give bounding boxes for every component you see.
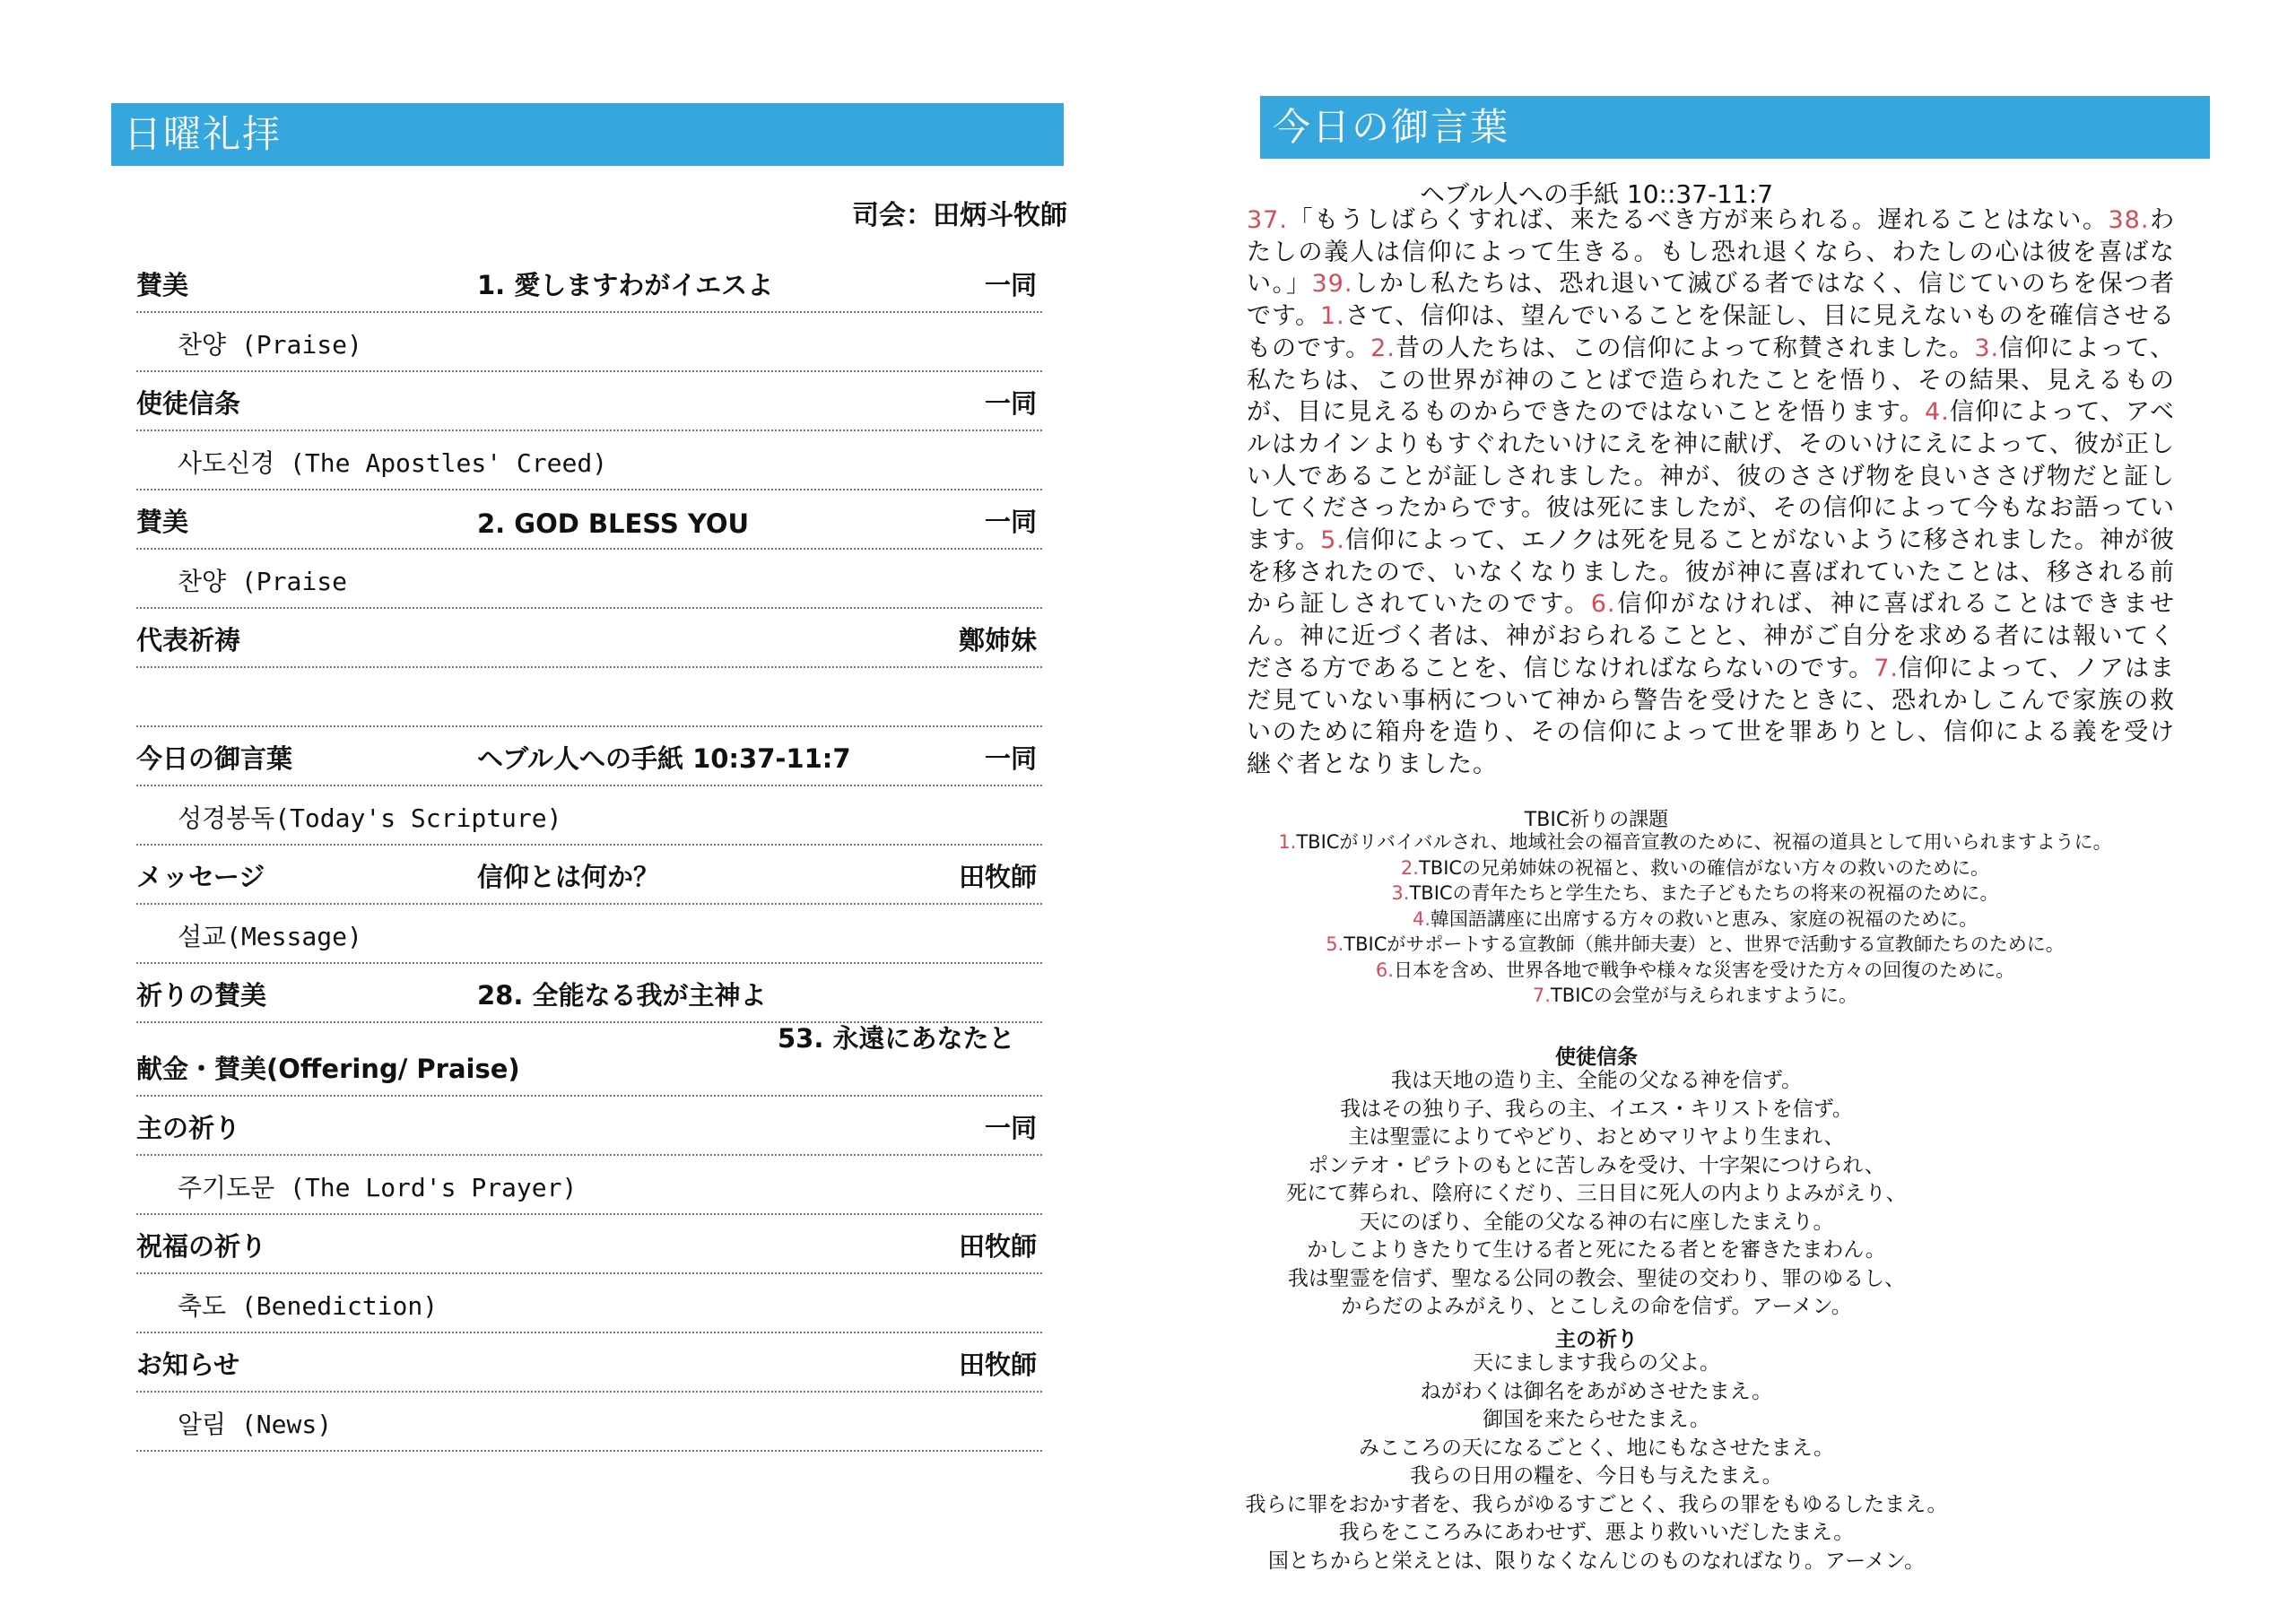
lords-prayer-line: 我らをこころみにあわせず、悪より救いいだしたまえ。 [1338, 1521, 1855, 1544]
prayer-text: TBICの兄弟姉妹の祝福と、救いの確信がない方々の救いのために。 [1418, 856, 1990, 879]
prayer-text: 韓国語講座に出席する方々の救いと恵み、家庭の祝福のために。 [1430, 907, 1979, 930]
order-item-leader: 一同 [984, 270, 1037, 300]
order-item-leader: 田牧師 [958, 862, 1037, 892]
prayer-number: 2. [1400, 856, 1419, 879]
lords-prayer-line: 御国を来たらせたまえ。 [1483, 1408, 1710, 1431]
order-row [136, 964, 1042, 1023]
lords-prayer-line: 我らに罪をおかす者を、我らがゆるすごとく、我らの罪をもゆるしたまえ。 [1245, 1492, 1948, 1516]
order-row [136, 1023, 1042, 1097]
prayer-number: 6. [1375, 959, 1394, 981]
order-item-title: 信仰とは何か？ [477, 862, 660, 892]
order-item-leader: 一同 [984, 1113, 1037, 1143]
prayer-topic [1238, 907, 2152, 933]
prayer-number: 3. [1391, 882, 1410, 904]
lords-prayer-text [1148, 1350, 2045, 1575]
order-item-label: 代表祈祷 [136, 625, 241, 655]
order-row [136, 550, 1042, 609]
prayer-text: TBICがサポートする宣教師（熊井師夫妻）と、世界で活動する宣教師たちのために。 [1344, 933, 2065, 955]
order-item-title: ヘブル人への手紙 10:37-11:7 [477, 743, 851, 774]
verse-text: しかし私たちは、恐れ退いて滅びる者ではなく、信じていのちを保つ者です。 [1247, 270, 2175, 331]
prayer-number: 4. [1412, 907, 1431, 930]
order-item-label: 賛美 [136, 270, 189, 300]
creed-line: 死にて葬られ、陰府にくだり、三日目に死人の内よりよみがえり、 [1286, 1182, 1907, 1205]
order-item-leader: 一同 [984, 388, 1037, 419]
order-row [136, 905, 1042, 964]
order-item-korean: 알림 (News) [178, 1410, 333, 1439]
verse-text: 信仰によって、アベルはカインよりもすぐれたいけにえを神に献げ、そのいけにえによって、彼が正しい人であることが証しされました。神が、彼のささげ物を良いささげ物だと証ししてくださったからです。彼は死にましたが、その信仰によって今もなお語っています。 [1247, 398, 2175, 555]
order-item-korean: 찬양 (Praise) [178, 330, 362, 360]
order-item-label: 賛美 [136, 507, 189, 537]
lords-prayer-line: ねがわくは御名をあがめさせたまえ。 [1420, 1379, 1773, 1403]
apostles-creed-text [1148, 1067, 2045, 1322]
prayer-topic [1238, 855, 2152, 881]
host-label: 司会：田炳斗牧師 [852, 200, 1067, 231]
order-item-label: 祈りの賛美 [136, 980, 267, 1011]
scripture-reference: ヘブル人への手紙 10::37-11:7 [1419, 179, 1774, 209]
order-item-hymn: 53. 永遠にあなたと [778, 1023, 1015, 1054]
order-item-korean: 찬양 (Praise [178, 567, 347, 596]
verse-text: さて、信仰は、望んでいることを保証し、目に見えないものを確信させるものです。 [1247, 302, 2175, 362]
order-row [136, 431, 1042, 490]
creed-line: 我は聖霊を信ず、聖なる公同の教会、聖徒の交わり、罪のゆるし、 [1287, 1266, 1906, 1290]
order-row [136, 1333, 1042, 1393]
verse-number: 1. [1320, 302, 1345, 331]
verse-text: 昔の人たちは、この信仰によって称賛されました。 [1395, 334, 1975, 362]
order-item-label: 献金・賛美(Offering/ Praise) [136, 1054, 520, 1084]
lords-prayer-line: 国とちからと栄えとは、限りなくなんじのものなればなり。アーメン。 [1267, 1549, 1926, 1573]
prayer-topic [1238, 958, 2152, 984]
lords-prayer-line: みこころの天になるごとく、地にもなさせたまえ。 [1359, 1436, 1834, 1460]
verse-text: 「もうしばらくすれば、来たるべき方が来られる。遅れることはない。 [1287, 206, 2109, 234]
prayer-text: TBICがリバイバルされ、地域社会の福音宣教のために、祝福の道具として用いられますように。 [1296, 831, 2112, 853]
order-row [136, 609, 1042, 668]
order-item-leader: 一同 [984, 507, 1037, 537]
order-row [136, 668, 1042, 727]
order-item-label: 主の祈り [136, 1113, 241, 1143]
order-item-leader: 鄭姉妹 [958, 625, 1037, 655]
order-item-label: 使徒信条 [136, 388, 241, 419]
verse-number: 5. [1320, 526, 1345, 555]
creed-line: かしこよりきたりて生ける者と死にたる者とを審きたまわん。 [1307, 1238, 1886, 1262]
prayer-text: TBICの青年たちと学生たち、また子どもたちの将来の祝福のために。 [1409, 882, 1999, 904]
scripture-page [1148, 0, 2296, 1623]
order-item-title: 1. 愛しますわがイエスよ [477, 270, 774, 300]
order-row [136, 1274, 1042, 1333]
verse-text: 信仰によって、ノアはまだ見ていない事柄について神から警告を受けたときに、恐れかしこんで家族の救いのために箱舟を造り、その信仰によって世を罪ありとし、信仰による義を受け継ぐ者となりました。 [1247, 654, 2176, 778]
sunday-worship-banner: 日曜礼拝 [111, 103, 1064, 166]
order-item-korean: 사도신경 (The Apostles' Creed) [178, 448, 608, 478]
apostles-creed-title: 使徒信条 [1555, 1046, 1638, 1069]
order-row [136, 1097, 1042, 1156]
creed-line: 我は天地の造り主、全能の父なる神を信ず。 [1390, 1069, 1803, 1092]
order-item-label: 今日の御言葉 [136, 743, 293, 774]
prayer-topic [1238, 932, 2152, 958]
verse-number: 39. [1311, 270, 1353, 299]
verse-number: 38. [2108, 206, 2150, 234]
order-row [136, 372, 1042, 431]
prayer-topic [1238, 881, 2152, 907]
prayer-topic [1238, 829, 2152, 855]
order-item-label: メッセージ [136, 862, 265, 892]
scripture-text [1247, 204, 2175, 781]
order-item-leader: 田牧師 [958, 1350, 1037, 1380]
verse-number: 3. [1974, 334, 2000, 362]
order-row [136, 727, 1042, 786]
creed-line: 天にのぼり、全能の父なる神の右に座したまえり。 [1359, 1210, 1834, 1234]
verse-number: 37. [1247, 206, 1288, 234]
order-row [136, 1393, 1042, 1452]
verse-number: 2. [1370, 334, 1396, 362]
verse-text: 信仰によって、私たちは、この世界が神のことばで造られたことを悟り、その結果、見えるものが、目に見えるものからできたのではないことを悟ります。 [1247, 334, 2175, 427]
prayer-topic [1238, 983, 2152, 1009]
creed-line: 主は聖霊によりてやどり、おとめマリヤより生まれ、 [1348, 1125, 1845, 1149]
todays-word-banner: 今日の御言葉 [1260, 96, 2210, 159]
lords-prayer-line: 天にまします我らの父よ。 [1473, 1351, 1720, 1375]
order-item-korean: 주기도문 (The Lord's Prayer) [178, 1173, 578, 1202]
prayer-text: TBICの会堂が与えられますように。 [1550, 985, 1858, 1006]
order-item-leader: 一同 [984, 743, 1037, 774]
prayer-text: 日本を含め、世界各地で戦争や様々な災害を受けた方々の回復のために。 [1393, 959, 2015, 981]
prayer-topics-title: TBIC祈りの課題 [1524, 809, 1669, 831]
worship-order-list [136, 254, 1042, 1452]
creed-line: ポンテオ・ピラトのもとに苦しみを受け、十字架につけられ、 [1308, 1153, 1885, 1177]
prayer-number: 7. [1532, 985, 1551, 1006]
order-item-title: 28. 全能なる我が主神よ [477, 980, 767, 1011]
order-row [136, 846, 1042, 905]
prayer-number: 1. [1278, 831, 1297, 853]
prayer-topics-list [1238, 829, 2152, 1009]
order-item-label: お知らせ [136, 1350, 240, 1380]
creed-line: 我はその独り子、我らの主、イエス・キリストを信ず。 [1340, 1097, 1853, 1121]
creed-line: からだのよみがえり、とこしえの命を信ず。アーメン。 [1341, 1295, 1852, 1318]
prayer-number: 5. [1326, 933, 1344, 955]
order-item-title: 2. GOD BLESS YOU [477, 508, 750, 539]
order-row [136, 313, 1042, 372]
verse-number: 7. [1874, 654, 1899, 682]
order-row [136, 1156, 1042, 1215]
order-item-korean: 성경봉독(Today's Scripture) [178, 803, 562, 833]
order-item-korean: 축도 (Benediction) [178, 1291, 439, 1321]
lords-prayer-line: 我らの日用の糧を、今日も与えたまえ。 [1410, 1464, 1783, 1488]
order-item-leader: 田牧師 [958, 1231, 1037, 1262]
verse-text: 信仰によって、エノクは死を見ることがないように移されました。神が彼を移されたので、いなくなりました。彼が神に喜ばれていたことは、移される前から証しされていたのです。 [1247, 526, 2175, 619]
lords-prayer-title: 主の祈り [1555, 1328, 1638, 1351]
order-row [136, 1215, 1042, 1274]
verse-text: わたしの義人は信仰によって生きる。もし恐れ退くなら、わたしの心は彼を喜ばない。」 [1247, 206, 2175, 299]
order-item-label: 祝福の祈り [136, 1231, 267, 1262]
order-row [136, 786, 1042, 846]
order-row [136, 490, 1042, 550]
order-item-korean: 설교(Message) [178, 922, 362, 951]
verse-number: 6. [1590, 590, 1616, 619]
verse-text: 信仰がなければ、神に喜ばれることはできません。神に近づく者は、神がおられることと、神がご自分を求める者には報いてくださる方であることを、信じなければならないのです。 [1247, 590, 2176, 682]
verse-number: 4. [1925, 398, 1950, 427]
order-row [136, 254, 1042, 313]
